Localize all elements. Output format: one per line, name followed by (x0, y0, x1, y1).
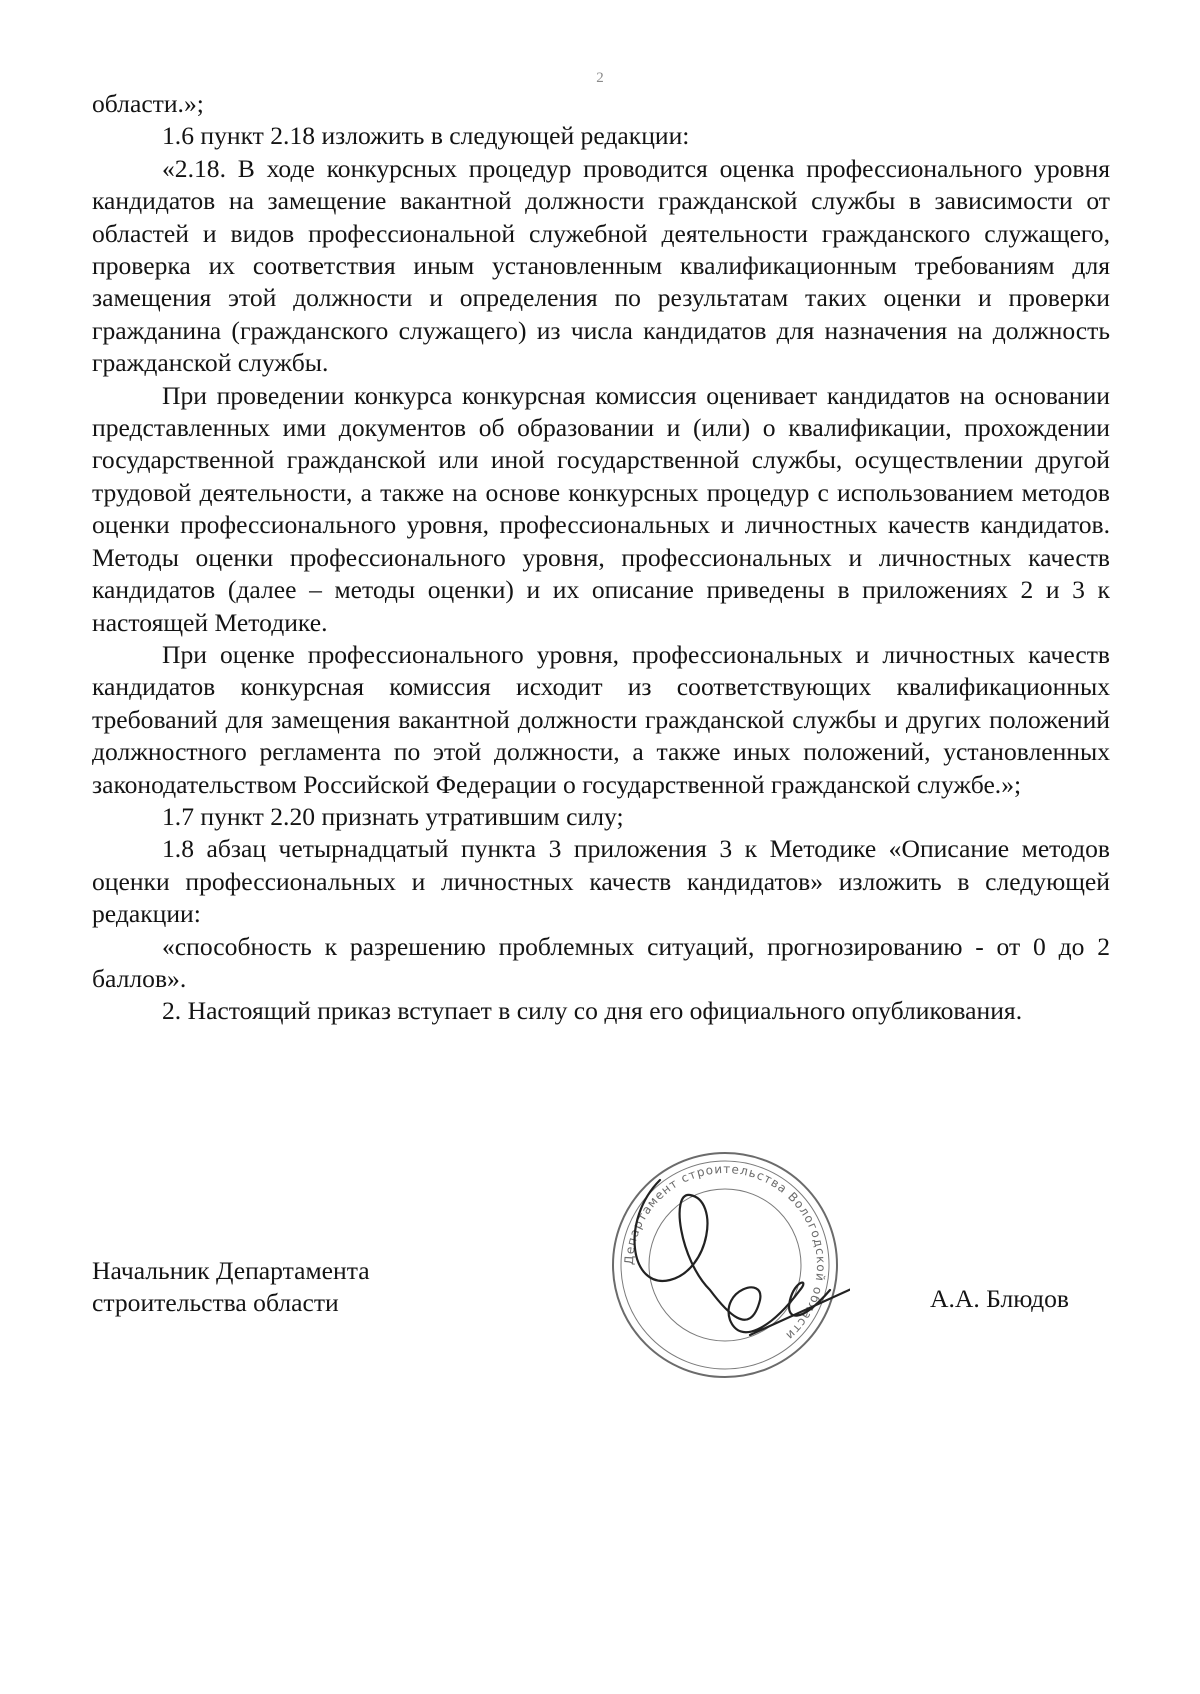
page-number: 2 (596, 70, 604, 86)
paragraph: «2.18. В ходе конкурсных процедур проводится оценка профессионального уровня кандидатов на замещение вакантной должности гражданской службы в зависимости от областей и видов профессиональной служебной деятельности гражданского служащего, проверка их соответствия иным установленным квалификационным требованиям для замещения этой должности и определения по результатам таких оценки и проверки гражданина (гражданского служащего) из числа кандидатов для назначения на должность гражданской службы. (92, 153, 1110, 378)
signer-position-line: строительства области (92, 1288, 339, 1317)
paragraph: При проведении конкурса конкурсная комиссия оценивает кандидатов на основании представленных ими документов об образовании и (или) о квалификации, прохождении государственной гражданской или иной государственной службы, осуществлении другой трудовой деятельности, а также на основе конкурсных процедур с использованием методов оценки профессионального уровня, профессиональных и личностных качеств кандидатов. Методы оценки профессионального уровня, профессиональных и личностных качеств кандидатов (далее – методы оценки) и их описание приведены в приложениях 2 и 3 к настоящей Методике. (92, 380, 1110, 637)
paragraph: «способность к разрешению проблемных ситуаций, прогнозированию - от 0 до 2 баллов». (92, 931, 1110, 993)
paragraph: 1.7 пункт 2.20 признать утратившим силу; (162, 801, 624, 831)
seal-text: Департамент строительства Вологодской области (621, 1161, 829, 1344)
paragraph: При оценке профессионального уровня, профессиональных и личностных качеств кандидатов конкурсная комиссия исходит из соответствующих квалификационных требований для замещения вакантной должности гражданской службы и других положений должностного регламента по этой должности, а также иных положений, установленных законодательством Российской Федерации о государственной гражданской службе.»; (92, 639, 1110, 799)
paragraph: 1.6 пункт 2.18 изложить в следующей редакции: (162, 121, 690, 151)
signature-block (92, 1255, 370, 1319)
signer-position-line: Начальник Департамента (92, 1256, 370, 1285)
paragraph: области.»; (92, 89, 204, 118)
document-body (92, 88, 1110, 1028)
official-seal-stamp (600, 1140, 850, 1390)
paragraph: 2. Настоящий приказ вступает в силу со дня его официального опубликования. (162, 996, 1023, 1026)
paragraph: 1.8 абзац четырнадцатый пункта 3 приложения 3 к Методике «Описание методов оценки профессиональных и личностных качеств кандидатов» изложить в следующей редакции: (92, 834, 1110, 929)
signer-name: А.А. Блюдов (930, 1284, 1070, 1313)
